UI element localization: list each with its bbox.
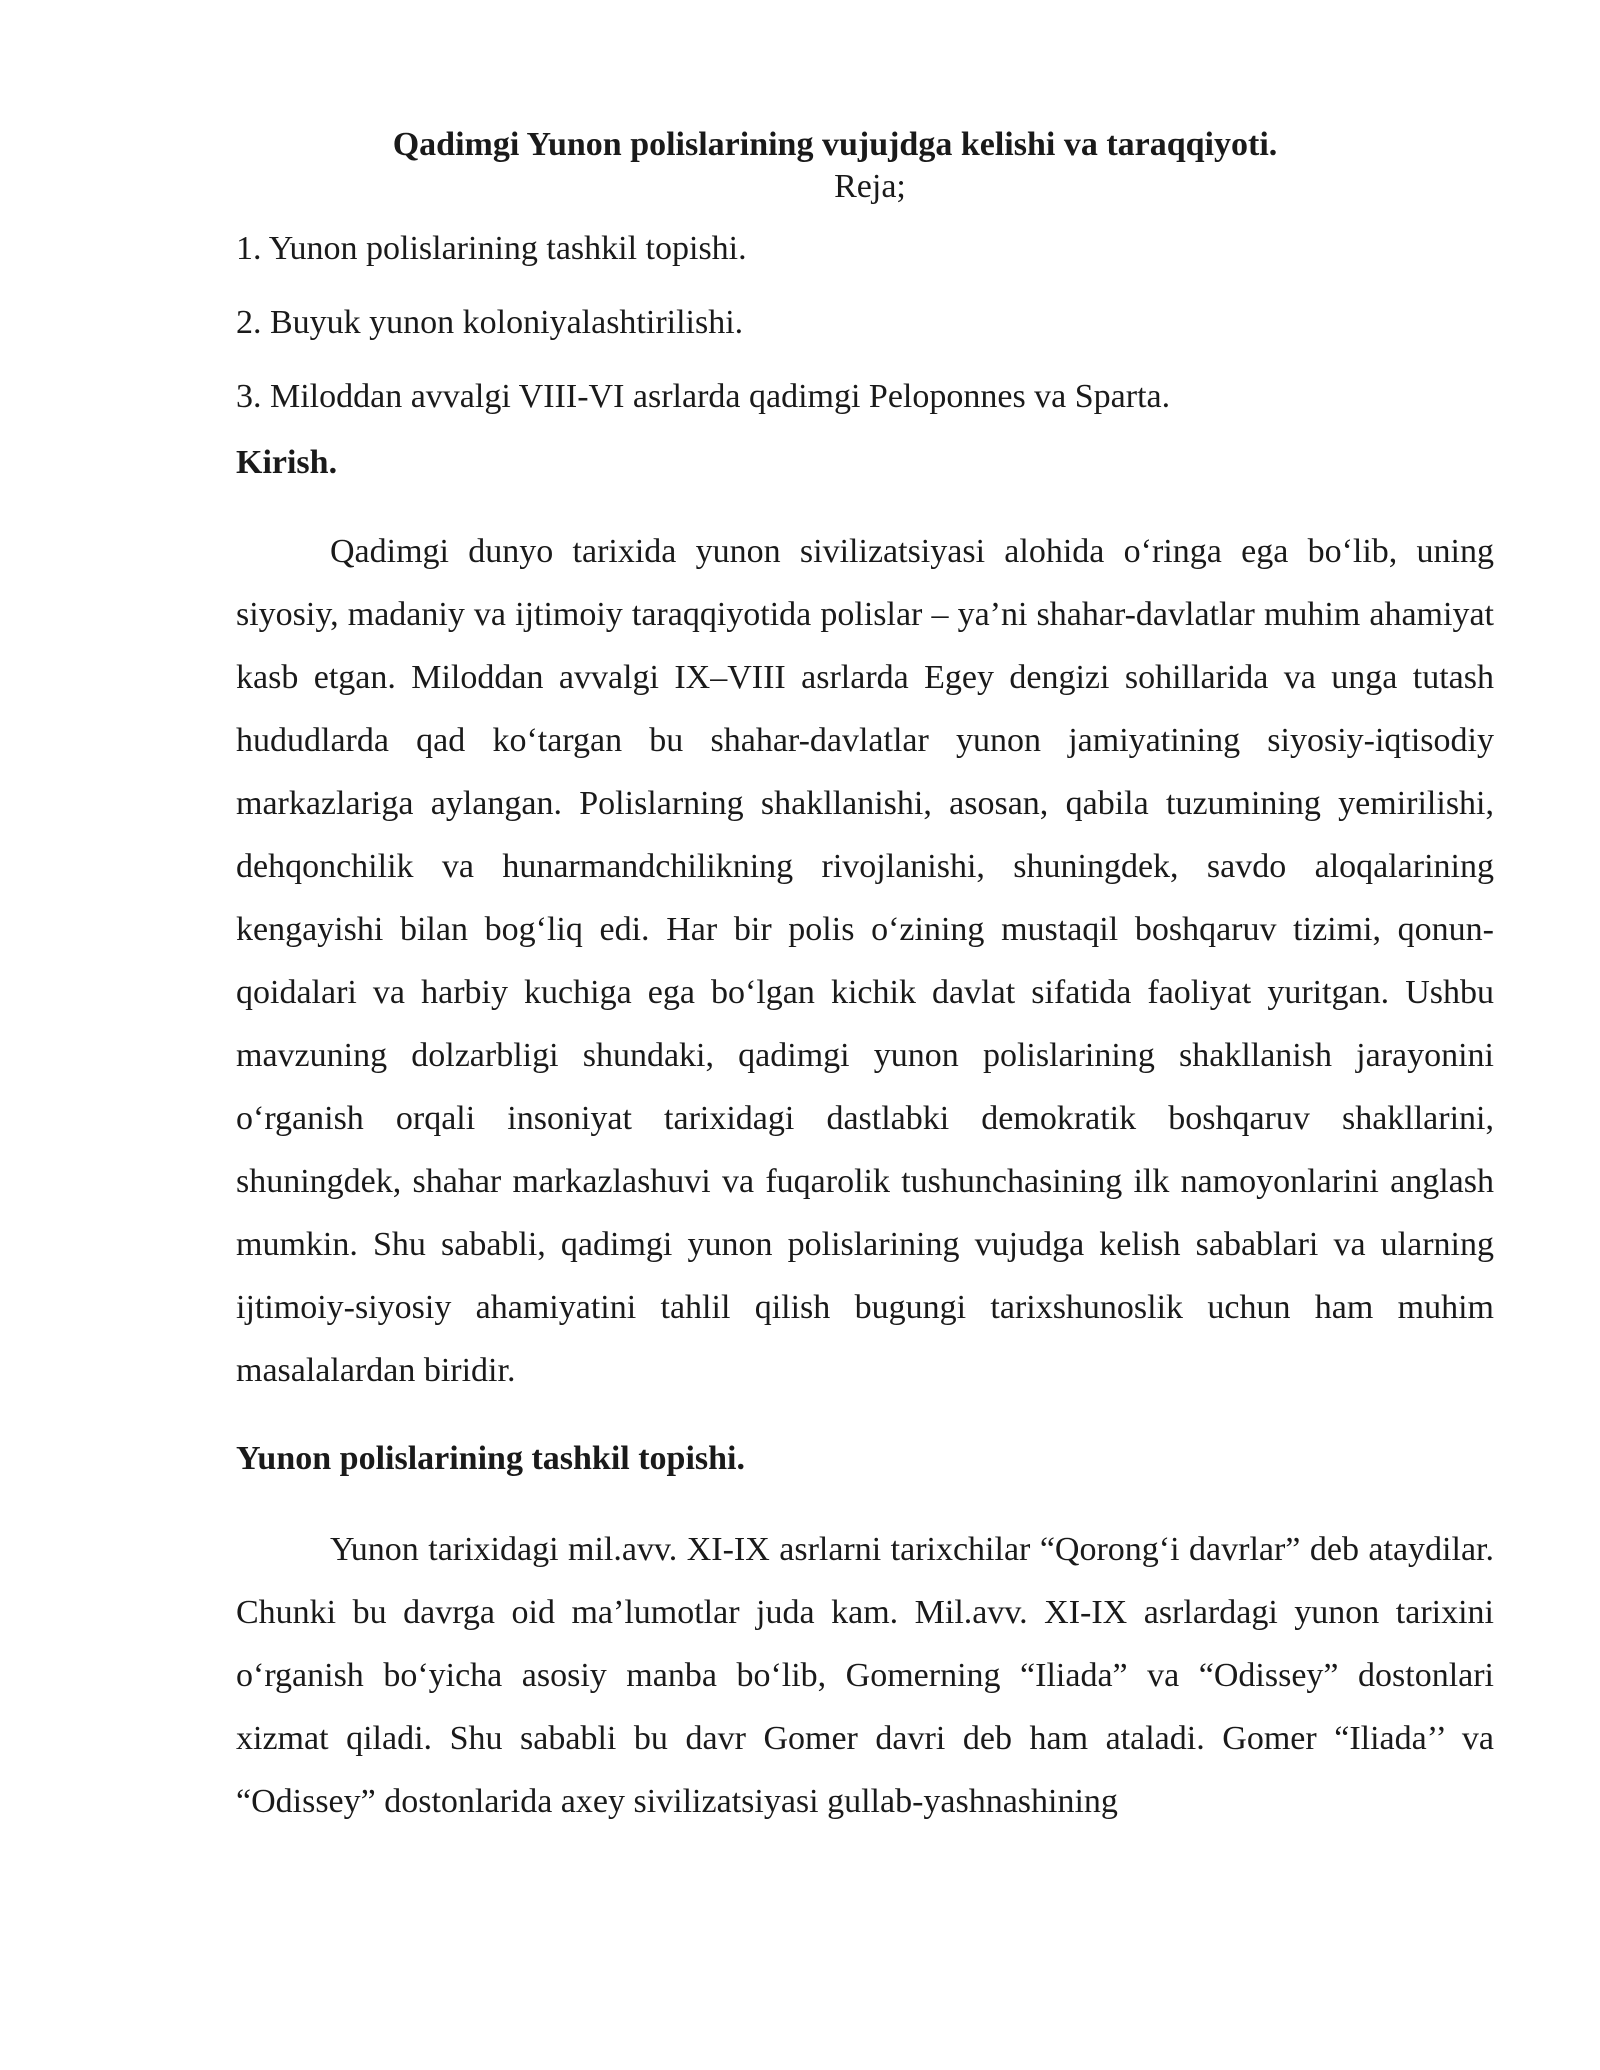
section-paragraph: Yunon tarixidagi mil.avv. XI-IX asrlarni tarixchilar “Qorong‘i davrlar” deb ataydilar. Chunki bu davrga oid ma’lumotlar juda kam. Mil.avv. XI-IX asrlardagi yunon tarixini o‘rganish bo‘yicha asosiy manba bo‘lib, Gomerning “Iliada” va “Odissey” dostonlari xizmat qiladi. Shu sababli bu davr Gomer davri deb ham ataladi. Gomer “Iliada’’ va “Odissey” dostonlarida axey sivilizatsiyasi gullab-yashnashining — [236, 1531, 1494, 1820]
plan-list — [236, 228, 1494, 418]
plan-item: 1. Yunon polislarining tashkil topishi. — [236, 230, 747, 267]
section-heading: Yunon polislarining tashkil topishi. — [236, 1440, 745, 1477]
document-page — [236, 124, 1494, 1833]
intro-heading: Kirish. — [236, 444, 338, 481]
plan-item: 2. Buyuk yunon koloniyalashtirilishi. — [236, 304, 744, 341]
plan-subtitle: Reja; — [834, 168, 906, 205]
document-title: Qadimgi Yunon polislarining vujujdga kelishi va taraqqiyoti. — [392, 126, 1278, 163]
intro-paragraph: Qadimgi dunyo tarixida yunon sivilizatsiyasi alohida o‘ringa ega bo‘lib, uning siyosiy, madaniy va ijtimoiy taraqqiyotida polislar – ya’ni shahar-davlatlar muhim ahamiyat kasb etgan. Miloddan avvalgi IX–VIII asrlarda Egey dengizi sohillarida va unga tutash hududlarda qad ko‘targan bu shahar-davlatlar yunon jamiyatining siyosiy-iqtisodiy markazlariga aylangan. Polislarning shakllanishi, asosan, qabila tuzumining yemirilishi, dehqonchilik va hunarmandchilikning rivojlanishi, shuningdek, savdo aloqalarining kengayishi bilan bog‘liq edi. Har bir polis o‘zining mustaqil boshqaruv tizimi, qonun-qoidalari va harbiy kuchiga ega bo‘lgan kichik davlat sifatida faoliyat yuritgan. Ushbu mavzuning dolzarbligi shundaki, qadimgi yunon polislarining shakllanish jarayonini o‘rganish orqali insoniyat tarixidagi dastlabki demokratik boshqaruv shakllarini, shuningdek, shahar markazlashuvi va fuqarolik tushunchasining ilk namoyonlarini anglash mumkin. Shu sababli, qadimgi yunon polislarining vujudga kelish sabablari va ularning ijtimoiy-siyosiy ahamiyatini tahlil qilish bugungi tarixshunoslik uchun ham muhim masalalardan biridir. — [236, 533, 1494, 1389]
plan-item: 3. Miloddan avvalgi VIII-VI asrlarda qadimgi Peloponnes va Sparta. — [236, 378, 1171, 415]
